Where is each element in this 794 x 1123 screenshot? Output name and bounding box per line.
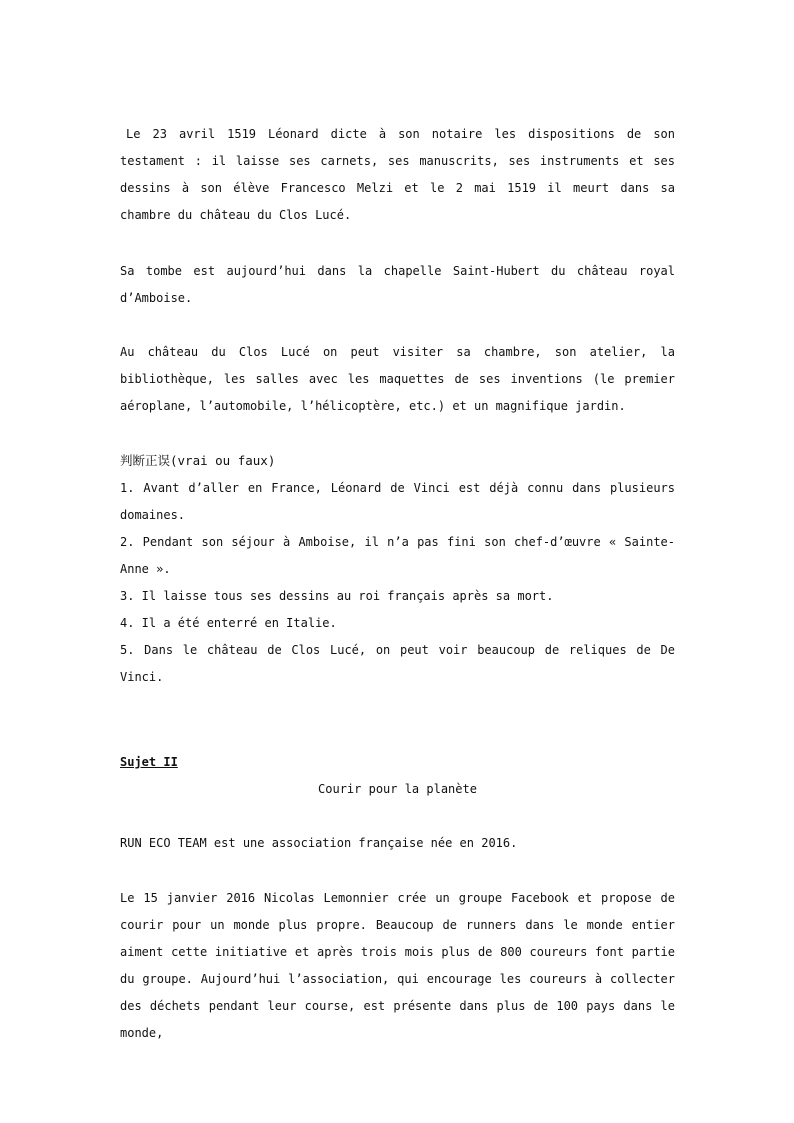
question-item: 4. Il a été enterré en Italie. (120, 616, 337, 630)
paragraph-testament: Le 23 avril 1519 Léonard dicte à son notaire les dispositions de son testament : il laisse ses carnets, ses manuscrits, ses instruments et ses dessins à son élève Francesco Melzi et le 2 mai 1519 il meurt dans sa chambre du château du Clos Lucé. (120, 127, 675, 222)
question-list (120, 475, 675, 691)
question-item: 5. Dans le château de Clos Lucé, on peut voir beaucoup de reliques de De Vinci. (120, 643, 675, 684)
question-item: 2. Pendant son séjour à Amboise, il n’a pas fini son chef-d’œuvre « Sainte-Anne ». (120, 535, 675, 576)
article-title: Courir pour la planète (318, 782, 477, 796)
paragraph-clos-luce: Au château du Clos Lucé on peut visiter sa chambre, son atelier, la bibliothèque, les salles avec les maquettes de ses inventions (le premier aéroplane, l’automobile, l’hélicoptère, etc.) et un magnifique jardin. (120, 345, 675, 413)
exercise-heading: 判断正误(vrai ou faux) (120, 453, 276, 468)
paragraph-association: RUN ECO TEAM est une association française née en 2016. (120, 836, 518, 850)
question-item: 3. Il laisse tous ses dessins au roi français après sa mort. (120, 589, 554, 603)
paragraph-facebook-group: Le 15 janvier 2016 Nicolas Lemonnier crée un groupe Facebook et propose de courir pour un monde plus propre. Beaucoup de runners dans le monde entier aiment cette initiative et après trois mois plus de 800 coureurs font partie du groupe. Aujourd’hui l’association, qui encourage les coureurs à collecter des déchets pendant leur course, est présente dans plus de 100 pays dans le monde, (120, 891, 675, 1040)
question-item: 1. Avant d’aller en France, Léonard de Vinci est déjà connu dans plusieurs domaines. (120, 481, 675, 522)
paragraph-tombe: Sa tombe est aujourd’hui dans la chapelle Saint-Hubert du château royal d’Amboise. (120, 264, 675, 305)
section-heading: Sujet II (120, 755, 178, 769)
